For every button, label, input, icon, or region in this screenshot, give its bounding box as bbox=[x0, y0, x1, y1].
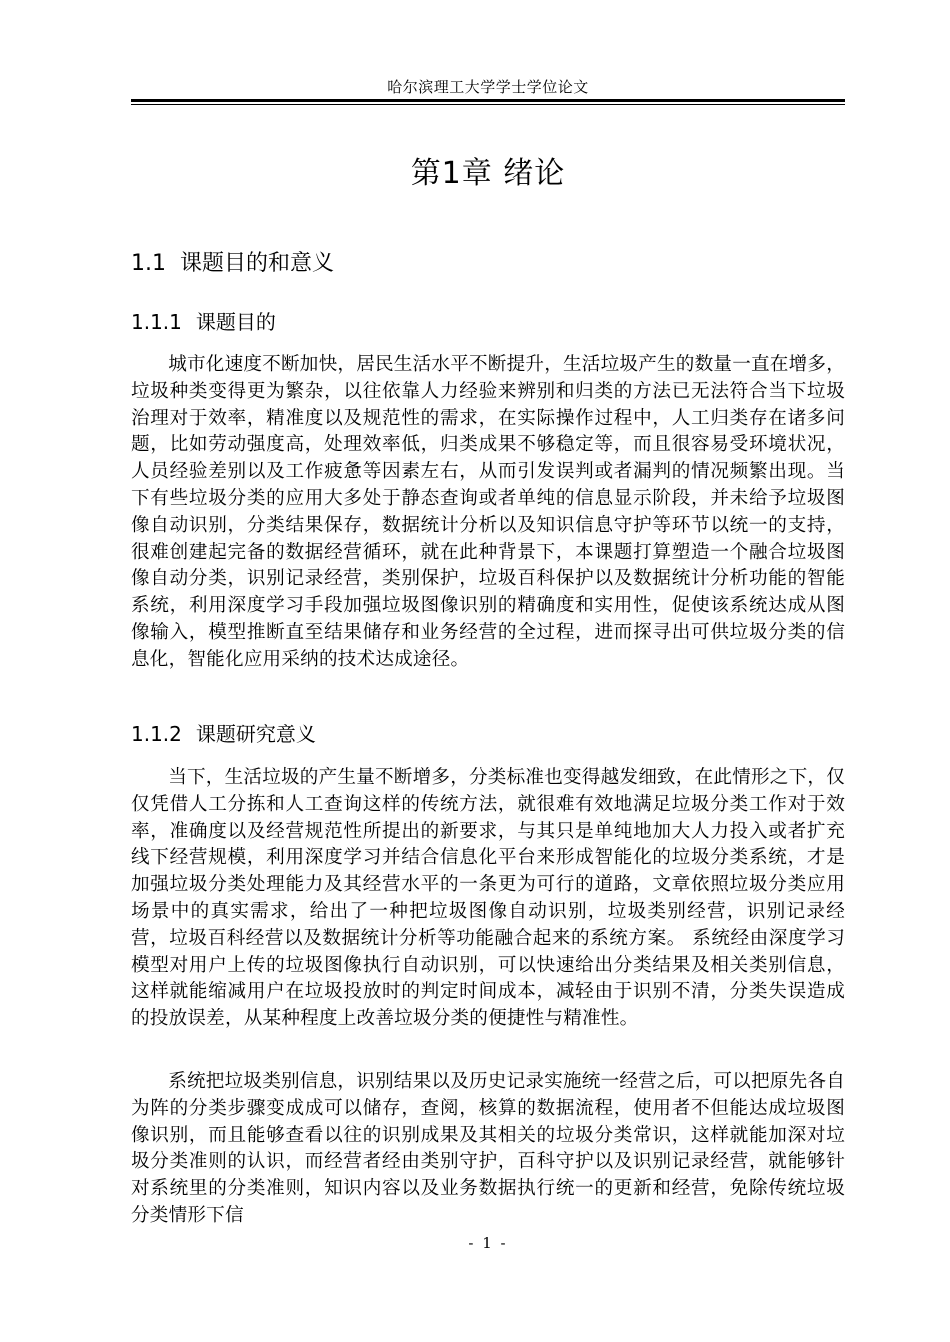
body-paragraph-purpose: 城市化速度不断加快，居民生活水平不断提升，生活垃圾产生的数量一直在增多，垃圾种类变得更为繁杂，以往依靠人力经验来辨别和归类的方法已无法符合当下垃圾治理对于效率，精准度以及规范性的需求，在实际操作过程中，人工归类存在诸多问题，比如劳动强度高，处理效率低，归类成果不够稳定等，而且很容易受环境状况，人员经验差别以及工作疲惫等因素左右，从而引发误判或者漏判的情况频繁出现。当下有些垃圾分类的应用大多处于静态查询或者单纯的信息显示阶段，并未给予垃圾图像自动识别，分类结果保存，数据统计分析以及知识信息守护等环节以统一的支持，很难创建起完备的数据经营循环，就在此种背景下，本课题打算塑造一个融合垃圾图像自动分类，识别记录经营，类别保护，垃圾百科保护以及数据统计分析功能的智能系统，利用深度学习手段加强垃圾图像识别的精确度和实用性，促使该系统达成从图像输入，模型推断直至结果储存和业务经营的全过程，进而探寻出可供垃圾分类的信息化，智能化应用采纳的技术达成途径。 bbox=[131, 354, 845, 670]
section-heading-1-1 bbox=[131, 247, 334, 281]
subsection-heading-1-1-1 bbox=[131, 307, 276, 337]
subsection-title: 课题研究意义 bbox=[195, 722, 316, 746]
body-paragraph-significance-2: 系统把垃圾类别信息，识别结果以及历史记录实施统一经营之后，可以把原先各自为阵的分类步骤变成成可以储存，查阅，核算的数据流程，使用者不但能达成垃圾图像识别，而且能够查看以往的识别成果及其相关的垃圾分类常识，这样就能加深对垃圾分类准则的认识，而经营者经由类别守护，百科守护以及识别记录经营，就能够针对系统里的分类准则，知识内容以及业务数据执行统一的更新和经营，免除传统垃圾分类情形下信 bbox=[131, 1071, 845, 1226]
header-rule-thin bbox=[131, 104, 845, 105]
header-rule-thick bbox=[131, 99, 845, 102]
section-number: 1.1 bbox=[131, 251, 166, 276]
subsection-title: 课题目的 bbox=[195, 310, 276, 334]
page-number: - 1 - bbox=[468, 1234, 508, 1252]
running-header: 哈尔滨理工大学学士学位论文 bbox=[387, 78, 589, 96]
subsection-heading-1-1-2 bbox=[131, 719, 316, 749]
subsection-number: 1.1.2 bbox=[131, 722, 182, 746]
subsection-number: 1.1.1 bbox=[131, 310, 182, 334]
section-title: 课题目的和意义 bbox=[180, 251, 335, 276]
body-paragraph-significance-1: 当下，生活垃圾的产生量不断增多，分类标准也变得越发细致，在此情形之下，仅仅凭借人工分拣和人工查询这样的传统方法，就很难有效地满足垃圾分类工作对于效率，准确度以及经营规范性所提出的新要求，与其只是单纯地加大人力投入或者扩充线下经营规模，利用深度学习并结合信息化平台来形成智能化的垃圾分类系统，才是加强垃圾分类处理能力及其经营水平的一条更为可行的道路，文章依照垃圾分类应用场景中的真实需求，给出了一种把垃圾图像自动识别，垃圾类别经营，识别记录经营，垃圾百科经营以及数据统计分析等功能融合起来的系统方案。 系统经由深度学习模型对用户上传的垃圾图像执行自动识别，可以快速给出分类结果及相关类别信息，这样就能缩减用户在垃圾投放时的判定时间成本，减轻由于识别不清，分类失误造成的投放误差，从某种程度上改善垃圾分类的便捷性与精准性。 bbox=[131, 767, 845, 1030]
chapter-title: 第1章 绪论 bbox=[410, 156, 566, 191]
